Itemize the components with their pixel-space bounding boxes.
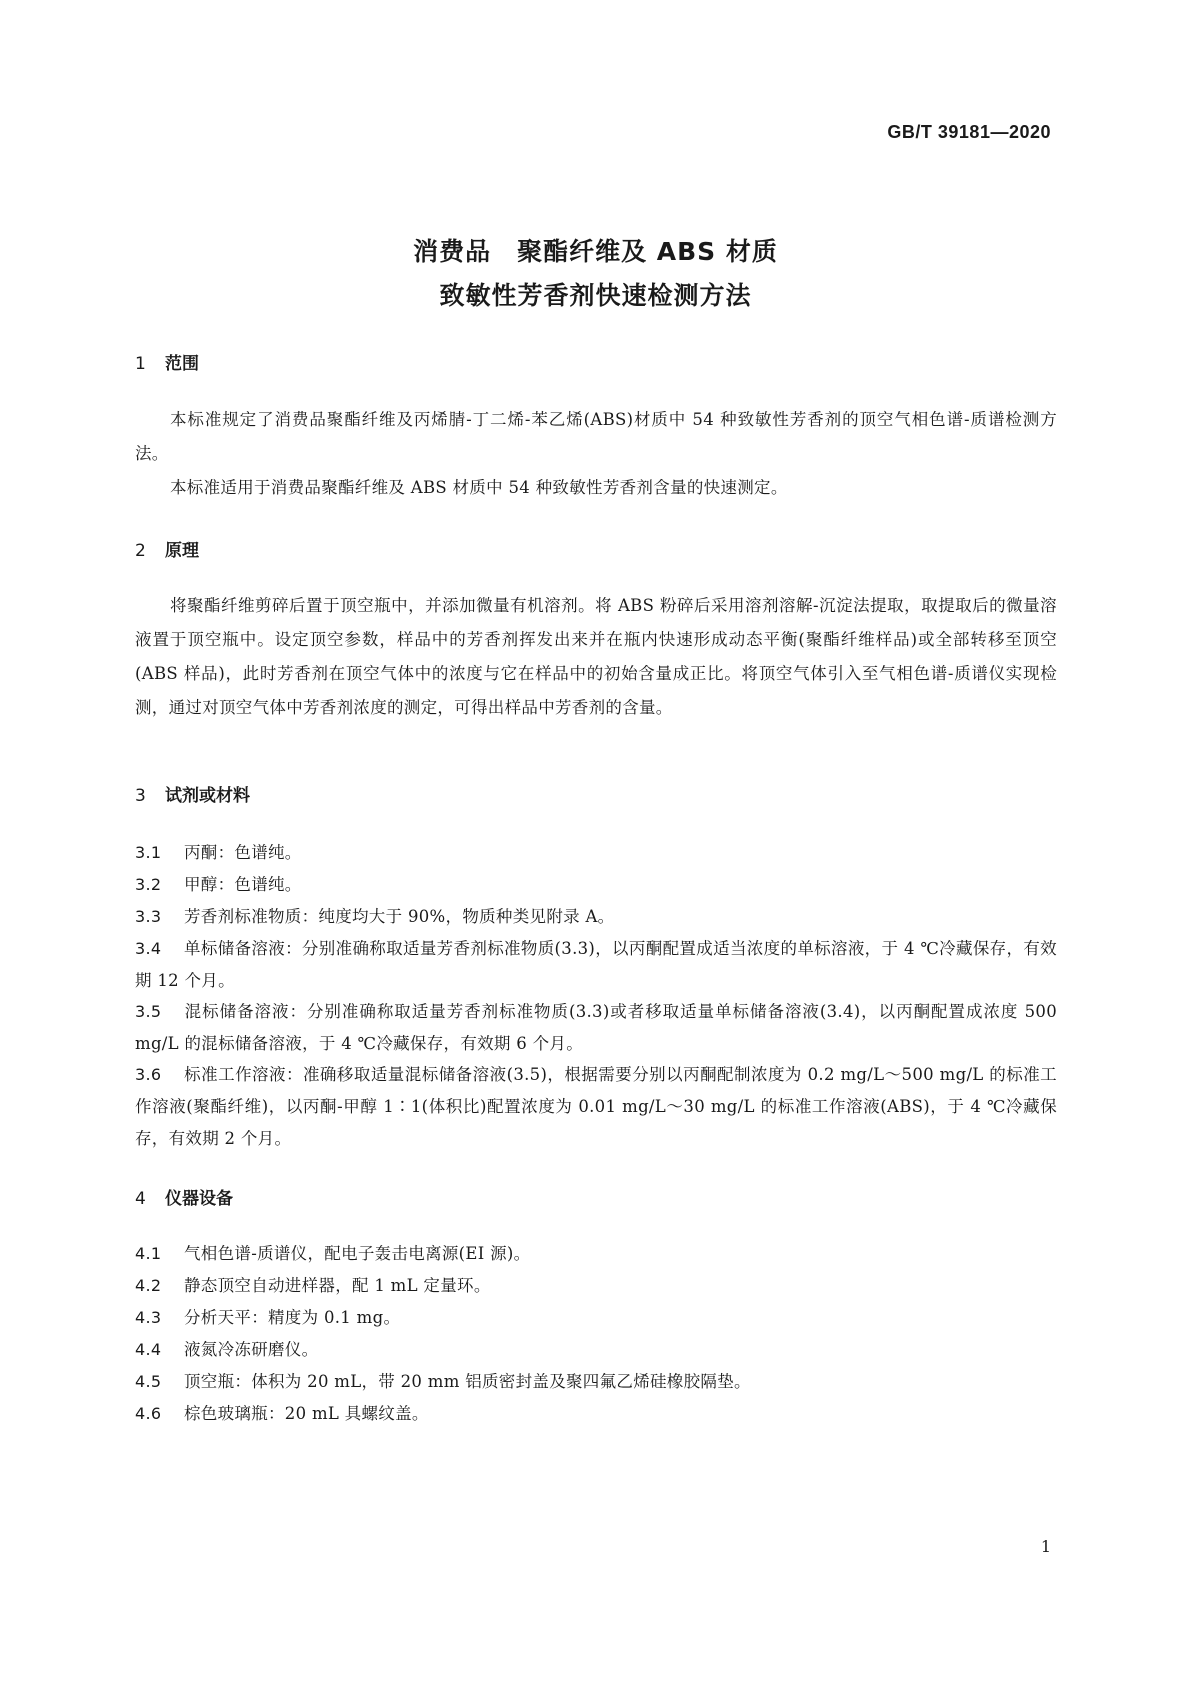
item-text: 混标储备溶液：分别准确称取适量芳香剂标准物质(3.3)或者移取适量单标储备溶液(3.4)，以丙酮配置成浓度 500 mg/L 的混标储备溶液，于 4 ℃冷藏保存，有效期 6 个月。 [135,1002,1057,1053]
list-item [135,1334,1057,1366]
item-text: 丙酮：色谱纯。 [184,843,302,862]
document-title-line2: 致敏性芳香剂快速检测方法 [439,281,752,310]
item-number: 3.4 [135,939,162,958]
item-text: 液氮冷冻研磨仪。 [184,1340,319,1359]
item-number: 4.5 [135,1372,162,1391]
item-text: 甲醇：色谱纯。 [184,875,302,894]
page-number: 1 [1040,1537,1051,1556]
item-number: 4.6 [135,1404,162,1423]
principle-paragraph: 将聚酯纤维剪碎后置于顶空瓶中，并添加微量有机溶剂。将 ABS 粉碎后采用溶剂溶解-沉淀法提取，取提取后的微量溶液置于顶空瓶中。设定顶空参数，样品中的芳香剂挥发出来并在瓶内快速形成动态平衡(聚酯纤维样品)或全部转移至顶空(ABS 样品)，此时芳香剂在顶空气体中的浓度与它在样品中的初始含量成正比。将顶空气体引入至气相色谱-质谱仪实现检测，通过对顶空气体中芳香剂浓度的测定，可得出样品中芳香剂的含量。 [135,596,1057,717]
item-number: 3.6 [135,1065,162,1084]
scope-paragraph-1: 本标准规定了消费品聚酯纤维及丙烯腈-丁二烯-苯乙烯(ABS)材质中 54 种致敏性芳香剂的顶空气相色谱-质谱检测方法。 [135,410,1057,463]
list-item [135,933,1057,997]
list-item [135,901,1057,933]
list-item [135,1398,1057,1430]
section-number: 4 [135,1189,146,1209]
item-number: 4.4 [135,1340,162,1359]
item-number: 4.2 [135,1276,162,1295]
list-item [135,1238,1057,1270]
item-text: 气相色谱-质谱仪，配电子轰击电离源(EI 源)。 [184,1244,531,1263]
section-heading-reagents [135,781,250,806]
item-text: 顶空瓶：体积为 20 mL，带 20 mm 铝质密封盖及聚四氟乙烯硅橡胶隔垫。 [184,1372,751,1391]
section-title: 试剂或材料 [165,786,250,806]
section-title: 仪器设备 [165,1189,233,1209]
section-title: 范围 [165,354,199,374]
section-heading-instruments [135,1184,233,1209]
section-title: 原理 [165,541,199,561]
section-heading-scope [135,349,199,374]
section-heading-principle [135,536,199,561]
list-item [135,837,1057,869]
item-text: 静态顶空自动进样器，配 1 mL 定量环。 [184,1276,491,1295]
standard-code: GB/T 39181—2020 [887,122,1051,142]
item-text: 棕色玻璃瓶：20 mL 具螺纹盖。 [184,1404,429,1423]
section-number: 1 [135,354,146,374]
item-number: 4.1 [135,1244,162,1263]
list-item [135,1366,1057,1398]
section-number: 3 [135,786,146,806]
item-number: 3.3 [135,907,162,926]
item-text: 芳香剂标准物质：纯度均大于 90%，物质种类见附录 A。 [184,907,615,926]
item-number: 3.2 [135,875,162,894]
document-title-line1: 消费品 聚酯纤维及 ABS 材质 [413,237,778,266]
list-item [135,1302,1057,1334]
item-number: 3.5 [135,1002,162,1021]
list-item [135,869,1057,901]
item-text: 分析天平：精度为 0.1 mg。 [184,1308,401,1327]
item-number: 4.3 [135,1308,162,1327]
item-number: 3.1 [135,843,162,862]
item-text: 标准工作溶液：准确移取适量混标储备溶液(3.5)，根据需要分别以丙酮配制浓度为 0.2 mg/L～500 mg/L 的标准工作溶液(聚酯纤维)，以丙酮-甲醇 1∶1(体积比)配置浓度为 0.01 mg/L～30 mg/L 的标准工作溶液(ABS)，于 4 ℃冷藏保存，有效期 2 个月。 [135,1065,1057,1148]
item-text: 单标储备溶液：分别准确称取适量芳香剂标准物质(3.3)，以丙酮配置成适当浓度的单标溶液，于 4 ℃冷藏保存，有效期 12 个月。 [135,939,1057,990]
list-item [135,1270,1057,1302]
list-item [135,1059,1057,1155]
list-item [135,996,1057,1060]
section-number: 2 [135,541,146,561]
scope-paragraph-2: 本标准适用于消费品聚酯纤维及 ABS 材质中 54 种致敏性芳香剂含量的快速测定。 [170,478,788,497]
